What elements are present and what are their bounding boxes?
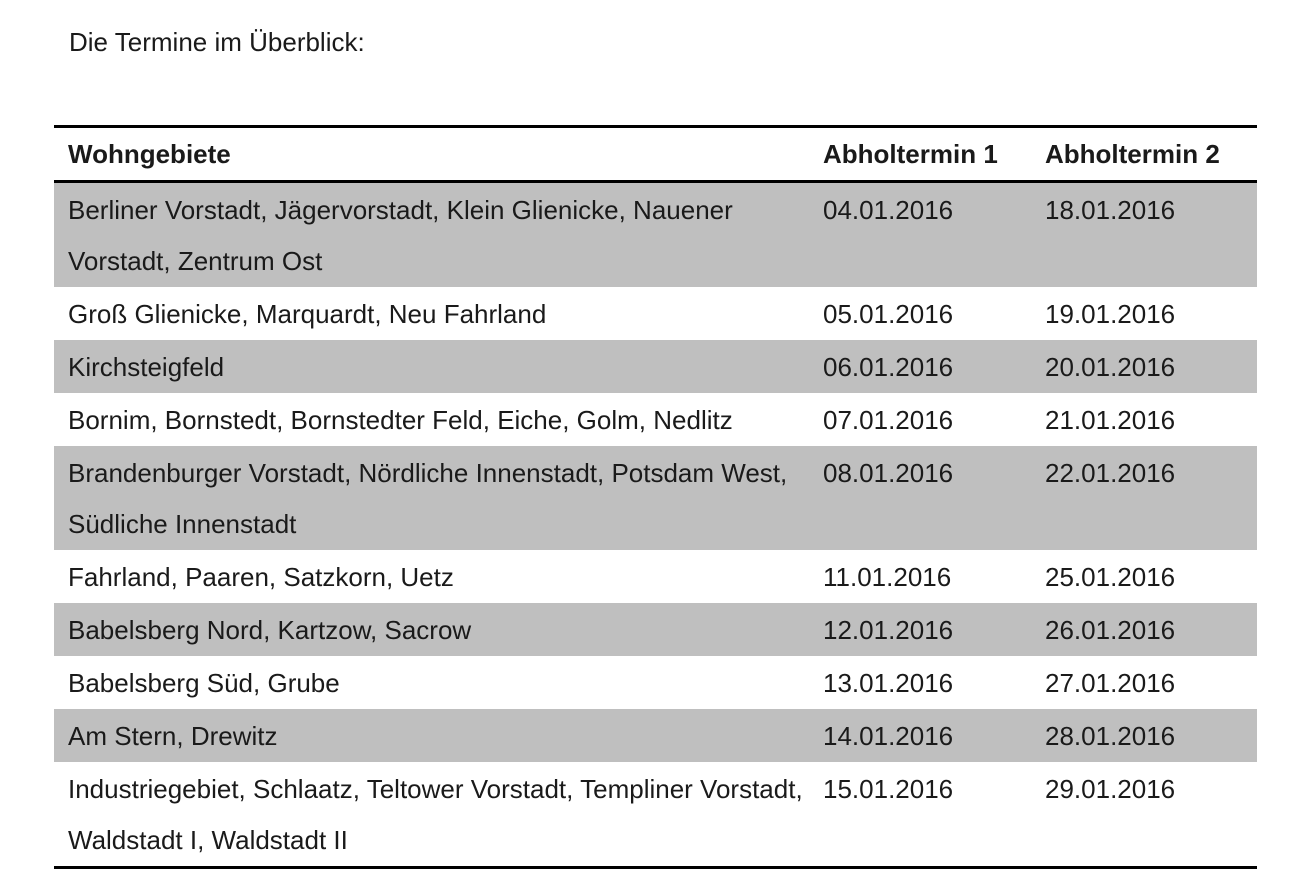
area-cell: Industriegebiet, Schlaatz, Teltower Vorstadt, Templiner Vorstadt, Waldstadt I, Waldstadt II <box>68 774 803 855</box>
header-abholtermin-1: Abholtermin 1 <box>823 138 998 169</box>
table-row <box>54 393 1257 446</box>
table-row <box>54 287 1257 340</box>
date2-cell: 22.01.2016 <box>1031 446 1257 550</box>
area-cell: Berliner Vorstadt, Jägervorstadt, Klein Glienicke, Nauener Vorstadt, Zentrum Ost <box>54 182 809 288</box>
date1-cell: 04.01.2016 <box>809 182 1031 288</box>
date2-cell: 21.01.2016 <box>1045 405 1176 435</box>
table-body <box>54 182 1257 868</box>
area-cell: Babelsberg Süd, Grube <box>68 668 340 698</box>
area-cell: Babelsberg Nord, Kartzow, Sacrow <box>54 603 809 656</box>
date1-cell: 07.01.2016 <box>823 405 954 435</box>
area-cell: Am Stern, Drewitz <box>54 709 809 762</box>
date2-cell: 29.01.2016 <box>1045 774 1176 804</box>
area-cell: Kirchsteigfeld <box>54 340 809 393</box>
header-wohngebiete: Wohngebiete <box>68 138 231 169</box>
area-cell: Fahrland, Paaren, Satzkorn, Uetz <box>68 562 454 592</box>
area-cell: Brandenburger Vorstadt, Nördliche Innenstadt, Potsdam West, Südliche Innenstadt <box>54 446 809 550</box>
table-row <box>54 446 1257 550</box>
date2-cell: 20.01.2016 <box>1031 340 1257 393</box>
date1-cell: 11.01.2016 <box>823 562 952 592</box>
table-row <box>54 340 1257 393</box>
pickup-schedule-table <box>54 125 1257 869</box>
date1-cell: 15.01.2016 <box>823 774 954 804</box>
date1-cell: 13.01.2016 <box>823 668 954 698</box>
table-row <box>54 709 1257 762</box>
table-row <box>54 550 1257 603</box>
date2-cell: 25.01.2016 <box>1045 562 1176 592</box>
table-row <box>54 656 1257 709</box>
date1-cell: 05.01.2016 <box>823 299 954 329</box>
header-abholtermin-2: Abholtermin 2 <box>1045 138 1220 169</box>
date2-cell: 28.01.2016 <box>1031 709 1257 762</box>
date2-cell: 18.01.2016 <box>1031 182 1257 288</box>
table-row <box>54 603 1257 656</box>
date1-cell: 06.01.2016 <box>809 340 1031 393</box>
header-row <box>54 127 1257 182</box>
table-row <box>54 182 1257 288</box>
area-cell: Bornim, Bornstedt, Bornstedter Feld, Eiche, Golm, Nedlitz <box>68 405 733 435</box>
date1-cell: 14.01.2016 <box>809 709 1031 762</box>
intro-text: Die Termine im Überblick: <box>69 27 365 57</box>
date1-cell: 08.01.2016 <box>809 446 1031 550</box>
area-cell: Groß Glienicke, Marquardt, Neu Fahrland <box>68 299 547 329</box>
table-row <box>54 762 1257 868</box>
date1-cell: 12.01.2016 <box>809 603 1031 656</box>
date2-cell: 19.01.2016 <box>1045 299 1176 329</box>
date2-cell: 27.01.2016 <box>1045 668 1176 698</box>
table-header <box>54 127 1257 182</box>
date2-cell: 26.01.2016 <box>1031 603 1257 656</box>
